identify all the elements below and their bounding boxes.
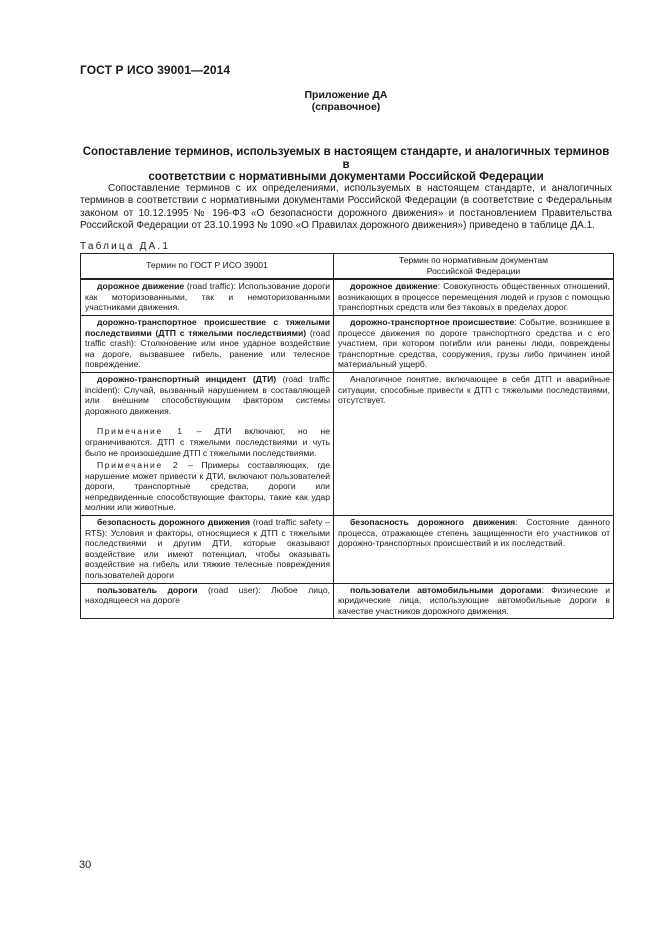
note-2-label: Примечание 2	[97, 460, 180, 471]
iso-term: дорожно-транспортный инцидент (ДТИ)	[97, 373, 277, 384]
table-header-row	[81, 254, 614, 280]
iso-term-cell	[81, 279, 334, 315]
iso-term-cell	[81, 583, 334, 619]
rf-term: дорожное движение	[350, 281, 438, 292]
iso-term: пользователь дороги	[97, 584, 198, 595]
rf-term-cell	[334, 315, 614, 372]
rf-definition: : Совокупность общественных отношений, возникающих в процессе перемещения людей и грузов с помощью транспортных средств или без таковых в пределах дорог.	[338, 281, 610, 313]
appendix-title	[80, 146, 612, 184]
appendix-label: Приложение ДА	[304, 89, 388, 101]
note-1-label: Примечание 1	[97, 426, 184, 437]
iso-term: дорожное движение	[97, 281, 185, 292]
rf-term-cell	[334, 372, 614, 515]
rf-definition: : Событие, возникшее в процессе движения по дороге транспортного средства и с его участием, при котором погибли или ранены люди, повреждены транспортные средства, сооружения, грузы либо причинен иной материальный ущерб.	[338, 316, 610, 370]
page-number: 30	[79, 859, 92, 871]
iso-definition: (road user): Любое лицо, находящееся на дороге	[85, 584, 330, 606]
title-line-1: Сопоставление терминов, используемых в настоящем стандарте, и аналогичных терминов в	[82, 146, 610, 171]
rf-definition: : Состояние данного процесса, отражающее степень защищенности его участников от дорожно-транспортных происшествий и их последствий.	[338, 517, 610, 549]
rf-term: пользователи автомобильными дорогами	[350, 584, 542, 595]
iso-term: дорожно-транспортное происшествие с тяжелыми последствиями (ДТП с тяжелыми последствиями)	[85, 316, 330, 338]
table-row	[81, 583, 614, 619]
rf-term: безопасность дорожного движения	[350, 517, 516, 528]
note-2-text: – Примеры составляющих, где нарушение может привести к ДТИ, включают пользователей дороги, транспортные средства, дороги или непредвиденные способствующие факторы, такие как удар молнии или животные.	[85, 460, 330, 513]
table-caption: Таблица ДА.1	[80, 241, 171, 252]
iso-term: безопасность дорожного движения	[97, 517, 251, 528]
rf-term-cell	[334, 516, 614, 584]
iso-definition: (road traffic crash): Столкновение или иное ударное воздействие на дороге, вызвавшее гибель, ранение или телесное повреждение.	[85, 327, 330, 370]
table-row	[81, 315, 614, 372]
rf-term-cell	[334, 583, 614, 619]
iso-definition: (road traffic safety – RTS): Условия и факторы, относящиеся к ДТП с тяжелыми последствиями и другим ДТИ, которые оказывают воздействие или имеют потенциал, чтобы оказывать воздействие на гибель или тяжкие телесные повреждения пользователей дороги	[85, 517, 330, 581]
iso-term-cell	[81, 372, 334, 515]
table-row	[81, 279, 614, 315]
appendix-type: (справочное)	[311, 101, 381, 113]
intro-paragraph: Сопоставление терминов с их определениями, используемых в настоящем стандарте, и аналогичных терминов в соответствии с нормативными документами Российской Федерации (в соответствие с Федеральным законом от 10.12.1995 № 196-ФЗ «О безопасности дорожного движения» и постановлением Правительства Российской Федерации от 23.10.1993 № 1090 «О Правилах дорожного движения») приведено в таблице ДА.1.	[80, 183, 612, 231]
table-row	[81, 516, 614, 584]
rf-term-cell	[334, 279, 614, 315]
document-code: ГОСТ Р ИСО 39001—2014	[80, 63, 231, 77]
rf-definition: : Физические и юридические лица, использующие автомобильные дороги в качестве участников дорожного движения.	[338, 584, 611, 616]
column-header-rf	[334, 254, 614, 280]
iso-definition: (road traffic): Использование дороги как моторизованными, так и немоторизованными участниками движения.	[85, 281, 330, 313]
rf-definition: Аналогичное понятие, включающее в себя ДТП и аварийные ситуации, способные привести к ДТП с тяжелыми последствиями, отсутствует.	[338, 373, 610, 406]
table-row	[81, 372, 614, 515]
iso-definition: (road traffic incident): Случай, вызванный нарушением в составляющей или внешним способствующим фактором системы дорожного движения.	[85, 373, 330, 416]
column-header-rf-line-2: Российской Федерации	[426, 265, 521, 276]
title-line-2: соответствии с нормативными документами Российской Федерации	[148, 171, 544, 183]
iso-term-cell	[81, 516, 334, 584]
rf-term: дорожно-транспортное происшествие	[350, 316, 515, 327]
column-header-iso: Термин по ГОСТ Р ИСО 39001	[81, 254, 334, 280]
terms-comparison-table	[80, 253, 614, 619]
column-header-rf-line-1: Термин по нормативным документам	[398, 255, 549, 265]
note-1-text: – ДТИ включают, но не ограничиваются. ДТП с тяжелыми последствиями и чуть было не произошедшие ДТП с тяжелыми последствиями.	[85, 426, 331, 458]
iso-term-cell	[81, 315, 334, 372]
appendix-heading	[80, 89, 612, 113]
